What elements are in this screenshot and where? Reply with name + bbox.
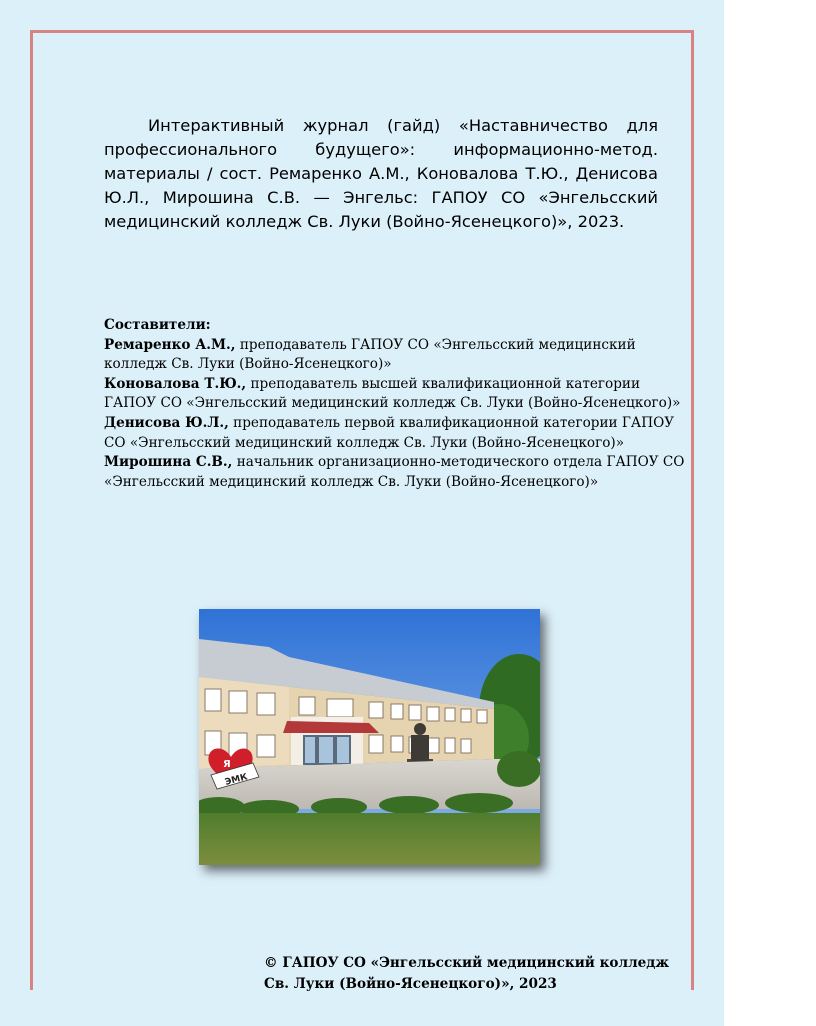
compilers-section xyxy=(104,316,694,492)
college-building-photo xyxy=(199,609,540,865)
compiler-name: Ремаренко А.М., xyxy=(104,336,236,353)
compilers-heading: Составители: xyxy=(104,317,211,333)
copyright-line-1: © ГАПОУ СО «Энгельсский медицинский колледж xyxy=(264,955,670,971)
compiler-role: начальник организационно-методического отдела ГАПОУ СО «Энгельсский медицинский колледж Св. Луки (Войно-Ясенецкого)» xyxy=(104,454,685,490)
compiler-entry xyxy=(104,414,694,453)
sign-text: ЭМК xyxy=(223,772,249,788)
compiler-role: преподаватель ГАПОУ СО «Энгельсский медицинский колледж Св. Луки (Войно-Ясенецкого)» xyxy=(104,336,636,373)
compiler-entry xyxy=(104,453,694,492)
sign-letter: Я xyxy=(223,759,231,770)
compiler-role: преподаватель первой квалификационной категории ГАПОУ СО «Энгельсский медицинский колледж Св. Луки (Войно-Ясенецкого)» xyxy=(104,414,675,451)
compiler-name: Коновалова Т.Ю., xyxy=(104,375,247,392)
copyright-line-2: Св. Луки (Войно-Ясенецкого)», 2023 xyxy=(264,976,557,992)
compiler-name: Мирошина С.В., xyxy=(104,454,233,471)
compiler-entry xyxy=(104,375,694,414)
copyright-note xyxy=(264,953,704,995)
compiler-entry xyxy=(104,336,694,375)
compiler-name: Денисова Ю.Л., xyxy=(104,414,229,431)
bibliographic-description: Интерактивный журнал (гайд) «Наставничество для профессионального будущего»: информационно-метод. материалы / сост. Ремаренко А.М., Коновалова Т.Ю., Денисова Ю.Л., Мирошина С.В. — Энгельс: ГАПОУ СО «Энгельсский медицинский колледж Св. Луки (Войно-Ясенецкого)», 2023. xyxy=(104,116,658,231)
compiler-role: преподаватель высшей квалификационной категории ГАПОУ СО «Энгельсский медицинский колледж Св. Луки (Войно-Ясенецкого)» xyxy=(104,375,681,412)
